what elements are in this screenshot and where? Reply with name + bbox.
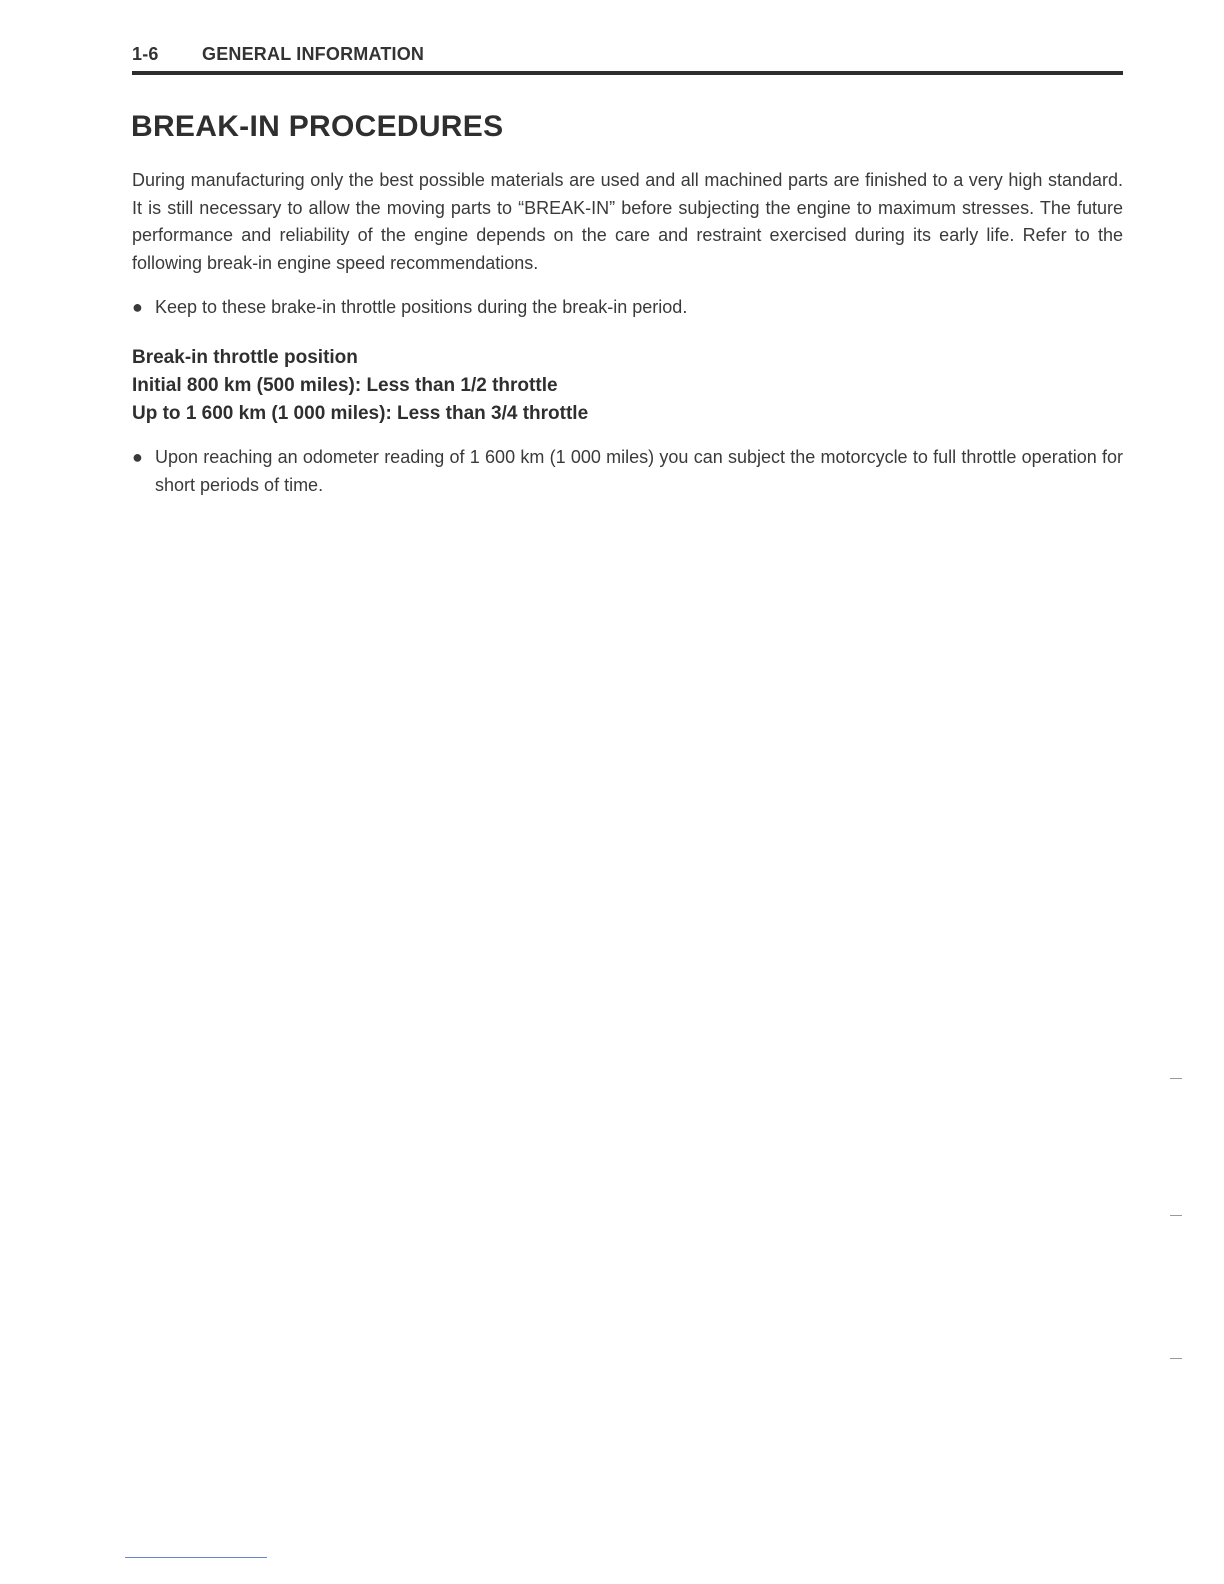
list-item-text: Upon reaching an odometer reading of 1 600 km (1 000 miles) you can subject the motorcycle to full throttle operation for short periods of time.: [155, 447, 1123, 495]
scan-mark: [1170, 1078, 1182, 1079]
page-number: 1-6: [132, 44, 159, 64]
list-item-text: Keep to these brake-in throttle positions during the break-in period.: [155, 297, 688, 317]
intro-paragraph: During manufacturing only the best possible materials are used and all machined parts are finished to a very high standard. It is still necessary to allow the moving parts to “BREAK-IN” before subjecting the engine to maximum stresses. The future performance and reliability of the engine depends on the care and restraint exercised during its early life. Refer to the following break-in engine speed recommendations.: [132, 170, 1123, 273]
throttle-heading: Break-in throttle position: [132, 347, 358, 368]
list-item: [132, 293, 1123, 321]
page-title: BREAK-IN PROCEDURES: [131, 110, 504, 143]
bullet-icon: ●: [132, 297, 143, 317]
scan-mark: [1170, 1215, 1182, 1216]
scan-mark: [1170, 1358, 1182, 1359]
throttle-position-block: [132, 344, 1123, 428]
bullet-icon: ●: [132, 447, 143, 467]
throttle-line: Initial 800 km (500 miles): Less than 1/2 throttle: [132, 375, 558, 396]
list-item: [132, 443, 1123, 499]
throttle-line: Up to 1 600 km (1 000 miles): Less than 3/4 throttle: [132, 403, 589, 424]
section-name: GENERAL INFORMATION: [202, 44, 425, 64]
footer-rule: [125, 1557, 267, 1558]
running-header: [132, 44, 1122, 68]
header-rule: [132, 71, 1123, 75]
